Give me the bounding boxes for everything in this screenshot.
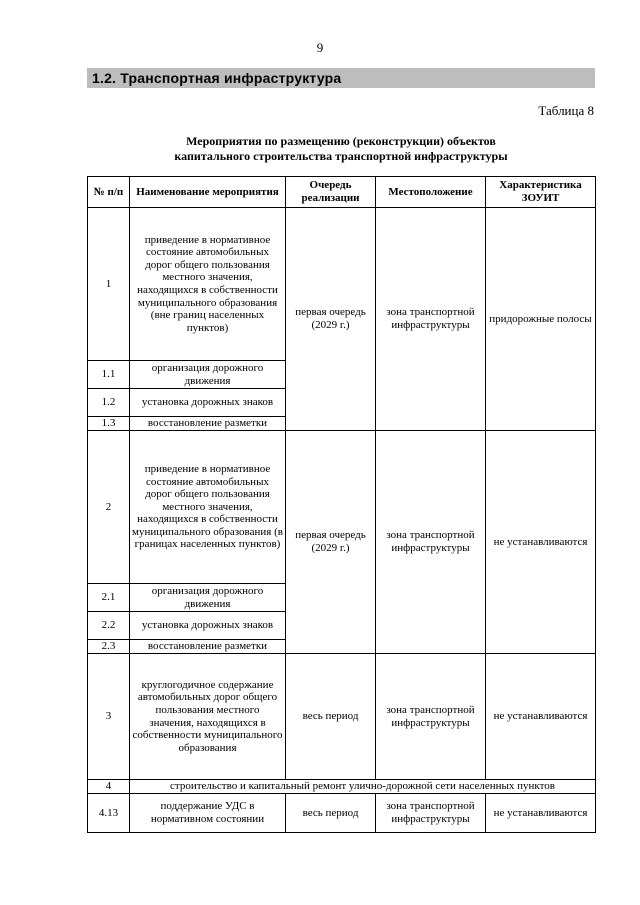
- header-zouit: Характеристика ЗОУИТ: [486, 177, 596, 208]
- page-number: 9: [316, 40, 324, 55]
- cell-num: 4.13: [88, 794, 130, 833]
- table-row: [88, 794, 596, 833]
- cell-location: зона транспортной инфраструктуры: [376, 208, 486, 431]
- table-row: [88, 431, 596, 584]
- cell-num: 4: [88, 780, 130, 794]
- cell-stage: первая очередь (2029 г.): [286, 431, 376, 654]
- cell-num: 2.2: [88, 612, 130, 640]
- caption-line-1: Мероприятия по размещению (реконструкции) объектов: [186, 134, 496, 148]
- table-header-row: [88, 177, 596, 208]
- cell-stage: весь период: [286, 794, 376, 833]
- table-label: Таблица 8: [538, 103, 594, 118]
- cell-name: установка дорожных знаков: [130, 612, 286, 640]
- header-name: Наименование мероприятия: [130, 177, 286, 208]
- cell-num: 1.3: [88, 417, 130, 431]
- header-location: Местоположение: [376, 177, 486, 208]
- cell-num: 3: [88, 654, 130, 780]
- cell-stage: первая очередь (2029 г.): [286, 208, 376, 431]
- table-row: [88, 208, 596, 361]
- cell-num: 1.1: [88, 361, 130, 389]
- cell-num: 2: [88, 431, 130, 584]
- section-title: 1.2. Транспортная инфраструктура: [92, 70, 342, 86]
- cell-name-merged: строительство и капитальный ремонт улично-дорожной сети населенных пунктов: [130, 780, 596, 794]
- table-row: [88, 780, 596, 794]
- cell-zouit: не устанавливаются: [486, 654, 596, 780]
- cell-name: приведение в нормативное состояние автомобильных дорог общего пользования местного значения, находящихся в собственности муниципального образования (вне границ населенных пунктов): [130, 208, 286, 361]
- header-stage: Очередь реализации: [286, 177, 376, 208]
- cell-zouit: придорожные полосы: [486, 208, 596, 431]
- cell-location: зона транспортной инфраструктуры: [376, 794, 486, 833]
- cell-zouit: не устанавливаются: [486, 794, 596, 833]
- caption-line-2: капитального строительства транспортной инфраструктуры: [174, 149, 508, 163]
- cell-location: зона транспортной инфраструктуры: [376, 654, 486, 780]
- cell-stage: весь период: [286, 654, 376, 780]
- cell-name: восстановление разметки: [130, 640, 286, 654]
- cell-num: 2.3: [88, 640, 130, 654]
- cell-num: 1.2: [88, 389, 130, 417]
- cell-name: установка дорожных знаков: [130, 389, 286, 417]
- header-num: № п/п: [88, 177, 130, 208]
- cell-name: восстановление разметки: [130, 417, 286, 431]
- table-caption: [87, 134, 595, 164]
- cell-name: приведение в нормативное состояние автомобильных дорог общего пользования местного значения, находящихся в собственности муниципального образования (в границах населенных пунктов): [130, 431, 286, 584]
- cell-location: зона транспортной инфраструктуры: [376, 431, 486, 654]
- cell-name: организация дорожного движения: [130, 584, 286, 612]
- cell-name: организация дорожного движения: [130, 361, 286, 389]
- cell-num: 2.1: [88, 584, 130, 612]
- table-row: [88, 654, 596, 780]
- cell-zouit: не устанавливаются: [486, 431, 596, 654]
- cell-num: 1: [88, 208, 130, 361]
- cell-name: поддержание УДС в нормативном состоянии: [130, 794, 286, 833]
- cell-name: круглогодичное содержание автомобильных дорог общего пользования местного значения, находящихся в собственности муниципального образования: [130, 654, 286, 780]
- transport-measures-table: [87, 176, 596, 833]
